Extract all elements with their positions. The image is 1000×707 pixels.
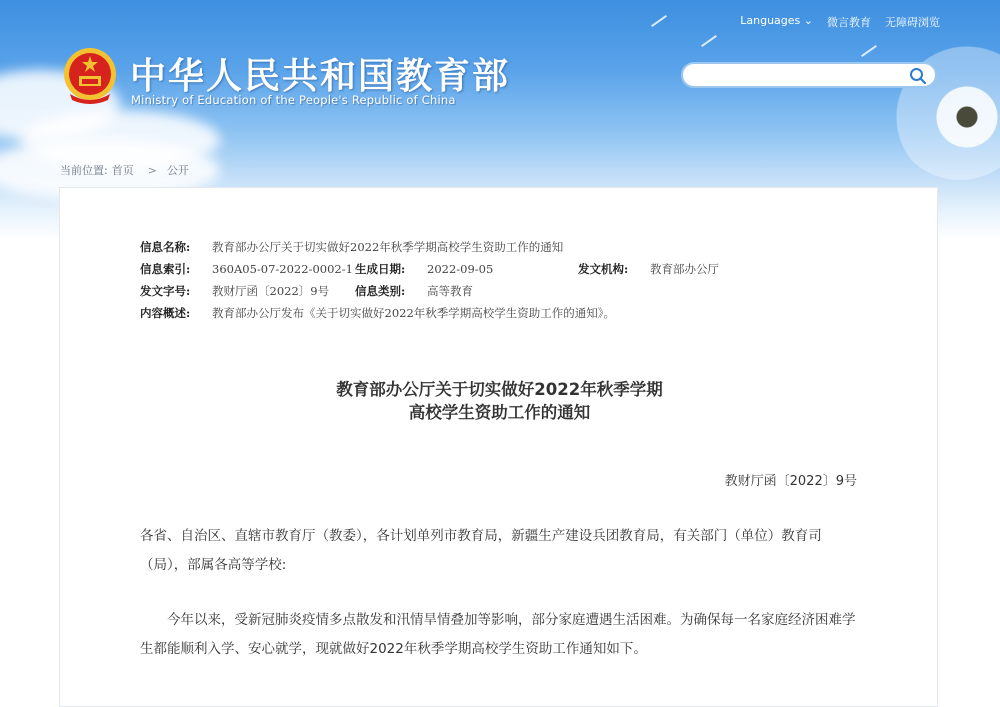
meta-date-value: 2022-09-05 — [427, 262, 494, 276]
meta-docno-label: 发文字号: — [140, 284, 191, 298]
document-title — [60, 378, 939, 424]
document-title-line2: 高校学生资助工作的通知 — [408, 403, 591, 422]
accessibility-link[interactable]: 无障碍浏览 — [885, 16, 940, 29]
meta-category-label: 信息类别: — [355, 284, 406, 298]
meta-org-value: 教育部办公厅 — [650, 262, 719, 276]
chevron-down-icon: ⌄ — [803, 14, 813, 27]
top-navigation — [740, 14, 940, 30]
paragraph-recipients: 各省、自治区、直辖市教育厅（教委），各计划单列市教育局，新疆生产建设兵团教育局，有关部门（单位）教育司（局），部属各高等学校: — [140, 528, 822, 573]
site-title: 中华人民共和国教育部 — [130, 56, 511, 97]
languages-label: Languages — [740, 14, 801, 27]
breadcrumb-separator-icon: > — [147, 164, 157, 177]
meta-summary-value: 教育部办公厅发布《关于切实做好2022年秋季学期高校学生资助工作的通知》。 — [212, 306, 616, 320]
meta-index-value: 360A05-07-2022-0002-1 — [212, 262, 353, 276]
languages-link[interactable] — [740, 14, 813, 30]
document-title-line1: 教育部办公厅关于切实做好2022年秋季学期 — [336, 380, 663, 399]
breadcrumb — [60, 162, 193, 178]
search-box — [681, 62, 937, 88]
meta-docno-value: 教财厅函〔2022〕9号 — [212, 284, 330, 298]
meta-index-label: 信息索引: — [140, 262, 191, 276]
meta-org-label: 发文机构: — [578, 262, 629, 276]
meta-name-value: 教育部办公厅关于切实做好2022年秋季学期高校学生资助工作的通知 — [212, 240, 564, 254]
dandelion-decoration — [890, 40, 1000, 180]
seed-decoration — [861, 45, 877, 57]
meta-summary-label: 内容概述: — [140, 306, 191, 320]
site-subtitle: Ministry of Education of the People's Republic of China — [131, 93, 456, 107]
search-input[interactable] — [693, 64, 907, 88]
seed-decoration — [701, 35, 717, 47]
document-number: 教财厅函〔2022〕9号 — [724, 474, 857, 489]
breadcrumb-home-link[interactable]: 首页 — [111, 164, 134, 177]
breadcrumb-current[interactable]: 公开 — [166, 164, 189, 177]
meta-category-value: 高等教育 — [427, 284, 473, 298]
seed-decoration — [651, 15, 667, 27]
article-panel — [59, 187, 938, 707]
paragraph-intro: 今年以来，受新冠肺炎疫情多点散发和汛情旱情叠加等影响，部分家庭遭遇生活困难。为确保每一名家庭经济困难学生都能顺利入学、安心就学，现就做好2022年秋季学期高校学生资助工作通知如下。 — [140, 612, 856, 657]
search-icon[interactable] — [909, 67, 927, 85]
breadcrumb-prefix: 当前位置: — [60, 164, 108, 177]
meta-name-label: 信息名称: — [140, 240, 191, 254]
weiyan-link[interactable]: 微言教育 — [827, 16, 871, 29]
national-emblem-icon — [62, 46, 118, 106]
meta-date-label: 生成日期: — [355, 262, 406, 276]
